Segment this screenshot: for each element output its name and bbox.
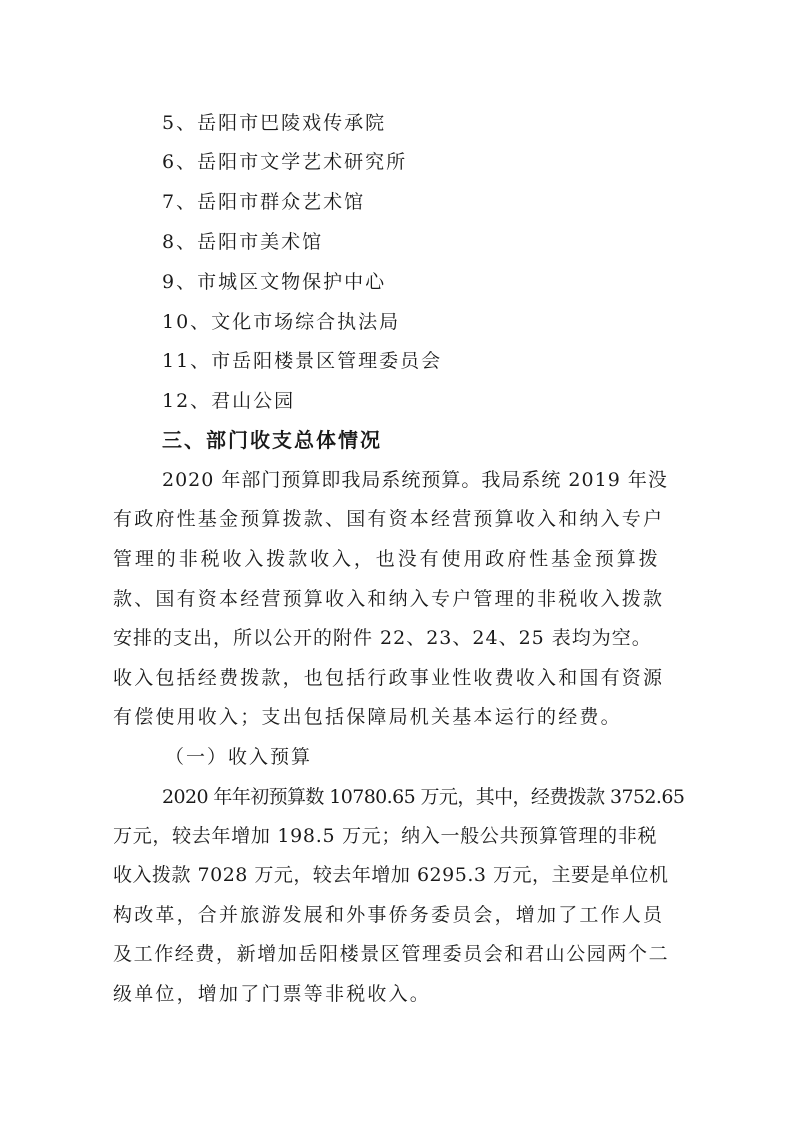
list-item: 6、岳阳市文学艺术研究所 <box>162 151 408 173</box>
list-item: 11、市岳阳楼景区管理委员会 <box>162 350 443 372</box>
paragraph-line: 有偿使用收入；支出包括保障局机关基本运行的经费。 <box>113 706 622 728</box>
paragraph-line: 收入包括经费拨款，也包括行政事业性收费收入和国有资源 <box>113 667 665 689</box>
paragraph-line: 安排的支出，所以公开的附件 22、23、24、25 表均为空。 <box>113 627 652 649</box>
section-heading: 三、部门收支总体情况 <box>162 428 382 452</box>
paragraph-line: 及工作经费，新增加岳阳楼景区管理委员会和君山公园两个二 <box>113 943 670 965</box>
paragraph-line: 2020 年年初预算数 10780.65 万元，其中，经费拨款 3752.65 <box>162 786 685 808</box>
paragraph-line: 构改革，合并旅游发展和外事侨务委员会，增加了工作人员 <box>113 904 665 926</box>
paragraph-line: 管理的非税收入拨款收入，也没有使用政府性基金预算拨 <box>113 548 661 570</box>
list-item: 9、市城区文物保护中心 <box>162 271 387 293</box>
list-item: 7、岳阳市群众艺术馆 <box>162 191 366 213</box>
list-item: 12、君山公园 <box>162 390 296 412</box>
paragraph-line: 收入拨款 7028 万元，较去年增加 6295.3 万元，主要是单位机 <box>113 864 669 886</box>
paragraph-line: 级单位，增加了门票等非税收入。 <box>113 983 432 1005</box>
sub-heading: （一）收入预算 <box>165 746 313 768</box>
paragraph-line: 万元，较去年增加 198.5 万元；纳入一般公共预算管理的非税 <box>113 825 658 847</box>
paragraph-line: 有政府性基金预算拨款、国有资本经营预算收入和纳入专户 <box>113 508 665 530</box>
list-item: 10、文化市场综合执法局 <box>162 311 401 333</box>
list-item: 8、岳阳市美术馆 <box>162 231 324 253</box>
paragraph-line: 款、国有资本经营预算收入和纳入专户管理的非税收入拨款 <box>113 588 665 610</box>
list-item: 5、岳阳市巴陵戏传承院 <box>162 112 387 134</box>
paragraph-line: 2020 年部门预算即我局系统预算。我局系统 2019 年没 <box>162 469 668 491</box>
